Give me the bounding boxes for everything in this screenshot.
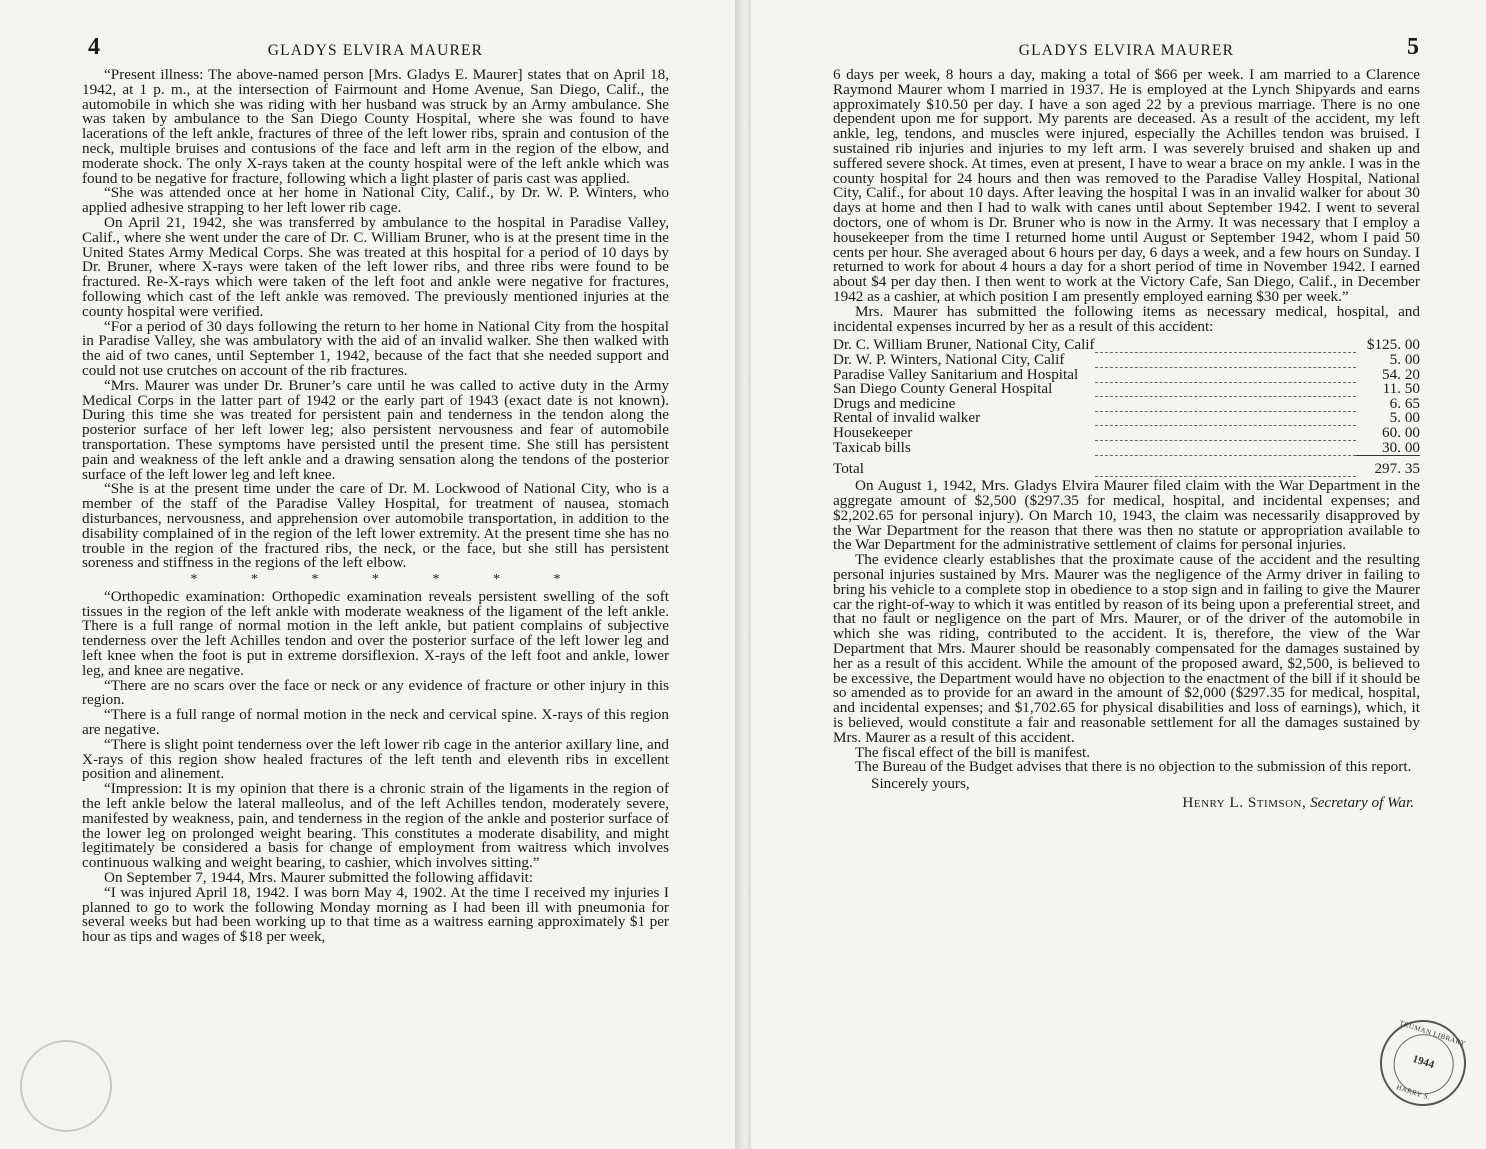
- paragraph: On April 21, 1942, she was transferred by ambulance to the hospital in Paradise Valley, Calif., where she went under the care of Dr. C. William Bruner, who is at the present time in the United States Army Medical Corps. She was treated at this hospital for a period of 10 days by Dr. Bruner, where X-rays were taken of the left lower ribs, and three ribs were found to be fractured. Re-X-rays which were taken of the left foot and ankle were negative for fractures, following which cast of the left ankle was removed. The previously mentioned injuries at the county hospital were verified.: [82, 213, 669, 320]
- expense-amount: 5. 00: [1389, 350, 1420, 368]
- right-running-title: GLADYS ELVIRA MAURER: [1018, 42, 1235, 59]
- signature: [833, 793, 1420, 811]
- expense-amount: 60. 00: [1382, 423, 1420, 441]
- paragraph: “I was injured April 18, 1942. I was born May 4, 1902. At the time I received my injuries I planned to go to work the following Monday morning as I had been ill with pneumonia for several weeks but had been working up to that time as a waitress earning approximately $1 per hour as tips and wages of $18 per week,: [82, 883, 669, 946]
- expense-total-row: [833, 456, 1420, 477]
- right-page-number: 5: [1407, 34, 1420, 60]
- stamp-bottom-text: HARRY S.: [1395, 1083, 1432, 1102]
- expense-label: Taxicab bills: [833, 439, 911, 456]
- expense-label: Rental of invalid walker: [833, 409, 981, 427]
- paragraph: “Present illness: The above-named person [Mrs. Gladys E. Maurer] states that on April 18, 1942, at 1 p. m., at the intersection of Fairmount and Home Avenue, San Diego, Calif., the automobile in which she was riding with her husband was struck by an Army ambulance. She was taken by ambulance to the San Diego County Hospital, where she was found to have lacerations of the left ankle, fractures of three of the left lower ribs, sprain and contusion of the neck, multiple bruises and contusions of the face and left arm in the region of the elbow, and moderate shock. The only X-rays taken at the county hospital were of the left ankle which was found to be negative for fracture, following which a light plaster of paris cast was applied.: [82, 66, 669, 187]
- expense-label: Drugs and medicine: [833, 394, 956, 412]
- expense-amount: 11. 50: [1382, 380, 1420, 398]
- stamp-year: 1944: [1410, 1052, 1436, 1072]
- leader-dots: [1095, 397, 1356, 412]
- paragraph: “Mrs. Maurer was under Dr. Bruner’s care until he was called to active duty in the Army Medical Corps in the latter part of 1942 or the early part of 1943 (exact date is not known). During this time she was treated for persistent pain and tenderness in the tendon along the posterior surface of her left lower leg; also persistent nervousness and fear of automobile transportation. These symptoms have persisted until the present time. She still has persistent pain and weakness of the left ankle and a drawing sensation along the tendons of the posterior surface of the left lower leg and left knee.: [82, 376, 669, 483]
- expense-amount: $125. 00: [1366, 336, 1420, 354]
- paragraph: “Orthopedic examination: Orthopedic examination reveals persistent swelling of the soft tissues in the region of the left ankle with moderate weakness of the ligament of the left ankle. There is a full range of normal motion in the left ankle, but patient complains of subjective tenderness over the left Achilles tendon and over the posterior surface of the left lower leg and left knee when the foot is put in extreme dorsiflexion. X-rays of the left foot and ankle, lower leg, and knee are negative.: [82, 587, 669, 679]
- stamp-top-text: TRUMAN LIBRARY: [1398, 1018, 1467, 1049]
- leader-dots: [1095, 338, 1356, 353]
- leader-dots: [1095, 353, 1356, 368]
- paragraph: The Bureau of the Budget advises that there is no objection to the submission of this report.: [855, 758, 1412, 776]
- paragraph: The evidence clearly establishes that the proximate cause of the accident and the resulting personal injuries sustained by Mrs. Maurer was the negligence of the Army driver in failing to bring his vehicle to a complete stop in obedience to a stop sign and in failing to give the Maurer car the right-of-way to which it was entitled by reason of its being upon a preferential street, and that no fault or negligence on the part of Mrs. Maurer, or of the driver of the automobile in which she was riding, contributed to the accident. It is, therefore, the view of the War Department that Mrs. Maurer should be reasonably compensated for the damages sustained by her as a result of this accident. While the amount of the proposed award, $2,500, is believed to be excessive, the Department would have no objection to the enactment of the bill if it should be so amended as to provide for an award in the amount of $2,000 ($297.35 for medical, hospital, and incidental expenses; and $1,702.65 for physical disabilities and loss of earnings), which, it is believed, would constitute a fair and reasonable settlement for all the damages sustained by Mrs. Maurer as a result of this accident.: [833, 551, 1420, 746]
- expense-label: Housekeeper: [833, 423, 913, 441]
- paragraph: “There are no scars over the face or neck or any evidence of fracture or other injury in this region.: [82, 676, 669, 709]
- expense-row: [833, 426, 1420, 441]
- closing: Sincerely yours,: [871, 775, 970, 793]
- expense-row: [833, 411, 1420, 426]
- left-page-body: [82, 68, 669, 945]
- paragraph: “There is slight point tenderness over the left lower rib cage in the anterior axillary line, and X-rays of this region show healed fractures of the left tenth and eleventh ribs in excellent position and alinement.: [82, 735, 669, 783]
- expense-table: [833, 338, 1420, 477]
- expense-amount: 30. 00: [1382, 438, 1420, 456]
- faded-stamp-icon: [20, 1040, 112, 1132]
- right-page-body: [833, 68, 1420, 811]
- paragraph: “For a period of 30 days following the return to her home in National City from the hospital in Paradise Valley, she was ambulatory with the aid of an invalid walker. She then walked with the aid of two canes, until September 1, 1942, because of the fact that she needed support and could not use crutches on account of the rib fractures.: [82, 317, 669, 379]
- paragraph: The fiscal effect of the bill is manifest.: [855, 743, 1091, 761]
- left-page: [0, 0, 735, 1149]
- book-gutter: [735, 0, 751, 1149]
- signature-name: Henry L. Stimson,: [1182, 793, 1307, 811]
- right-page-header: [833, 34, 1420, 68]
- left-page-number: 4: [88, 34, 101, 60]
- leader-dots: [1095, 368, 1356, 383]
- expense-label: Paradise Valley Sanitarium and Hospital: [833, 365, 1079, 383]
- leader-dots: [1095, 426, 1356, 441]
- leader-dots: [1095, 441, 1356, 456]
- paragraph: On September 7, 1944, Mrs. Maurer submitted the following affidavit:: [104, 869, 534, 887]
- total-amount: 297. 35: [1374, 460, 1420, 478]
- right-page: [751, 0, 1486, 1149]
- expense-label: San Diego County General Hospital: [833, 380, 1053, 398]
- expense-amount: 5. 00: [1389, 409, 1420, 427]
- left-running-title: GLADYS ELVIRA MAURER: [267, 42, 484, 59]
- paragraph: “She was attended once at her home in National City, Calif., by Dr. W. P. Winters, who applied adhesive strapping to her left lower rib cage.: [82, 184, 669, 217]
- left-page-header: [82, 34, 669, 68]
- leader-dots: [1095, 411, 1356, 426]
- expense-label: Dr. C. William Bruner, National City, Calif: [833, 336, 1095, 354]
- expense-label: Dr. W. P. Winters, National City, Calif: [833, 350, 1065, 368]
- ellipsis-stars: * * * * * * *: [190, 572, 561, 588]
- expense-amount: 6. 65: [1389, 394, 1420, 412]
- paragraph: Mrs. Maurer has submitted the following items as necessary medical, hospital, and incidental expenses incurred by her as a result of this accident:: [833, 302, 1420, 335]
- paragraph: On August 1, 1942, Mrs. Gladys Elvira Maurer filed claim with the War Department in the aggregate amount of $2,500 ($297.35 for medical, hospital, and incidental expenses; and $2,202.65 for personal injury). On March 10, 1943, the claim was necessarily disapproved by the War Department for the reason that there was then no statute or appropriation available to the War Department for the administrative settlement of claims for personal injuries.: [833, 477, 1420, 554]
- paragraph: 6 days per week, 8 hours a day, making a total of $66 per week. I am married to a Clarence Raymond Maurer whom I married in 1937. He is employed at the Lynch Shipyards and earns approximately $10.50 per day. I have a son aged 22 by a previous marriage. There is no one dependent upon me for support. My parents are deceased. As a result of the accident, my left ankle, leg, tendons, and muscles were injured, especially the Achilles tendon was bruised. I sustained rib injuries and injuries to my left arm. I was severely bruised and shaken up and suffered severe shock. At times, even at present, I have to wear a brace on my ankle. I was in the county hospital for 24 hours and then was removed to the Paradise Valley Hospital, National City, Calif., for about 10 days. After leaving the hospital I was in an invalid walker for about 30 days at home and then I had to walk with canes until about September 1942. I went to several doctors, one of whom is Dr. Bruner who is now in the Army. It was necessary that I employ a housekeeper from the time I returned home until August or September 1942, whom I paid 50 cents per hour. She averaged about 6 hours per day, 6 days a week, and a few hours on Sunday. I returned to work for about 4 hours a day for a short period of time in November 1942. I earned about $4 per day then. I then went to work at the Victory Cafe, San Diego, Calif., in December 1942 as a cashier, at which position I am presently employed earning $30 per week.”: [833, 66, 1420, 305]
- paragraph: “There is a full range of normal motion in the neck and cervical spine. X-rays of this region are negative.: [82, 706, 669, 739]
- expense-row: [833, 441, 1420, 456]
- paragraph: “She is at the present time under the care of Dr. M. Lockwood of National City, who is a member of the staff of the Paradise Valley Hospital, for treatment of nausea, stomach disturbances, nervousness, and apprehension over automobile transportation, in addition to the disability complained of in the region of the left lower extremity. At the present time she has no trouble in the region of the fractured ribs, the neck, or the face, but she still has persistent soreness and stiffness in the regions of the left elbow.: [82, 480, 669, 572]
- leader-dots: [1095, 382, 1356, 397]
- expense-amount: 54. 20: [1382, 365, 1420, 383]
- signature-title: Secretary of War.: [1310, 793, 1414, 811]
- paragraph: “Impression: It is my opinion that there is a chronic strain of the ligaments in the region of the left ankle below the lateral malleolus, and of the left Achilles tendon, moderately severe, manifested by weakness, pain, and tenderness in the region of the ankle and posterior surface of the lower leg on prolonged weight bearing. This constitutes a moderate disability, and might legitimately be considered a basis for change of employment from waitress which involves continuous walking and weight bearing, to cashier, which involves sitting.”: [82, 780, 669, 872]
- total-label: Total: [833, 460, 864, 478]
